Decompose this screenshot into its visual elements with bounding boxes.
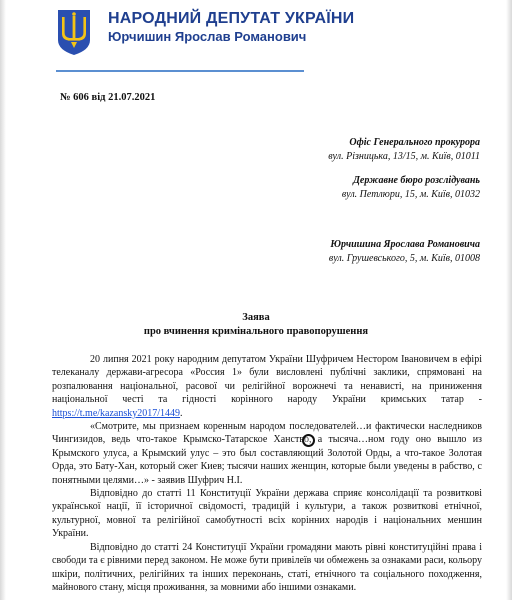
paragraph [52, 353, 482, 420]
document-number: № 606 від 21.07.2021 [60, 92, 156, 103]
paragraph: Відповідно до статті 11 Конституції України держава сприяє консолідації та розвиткові української нації, її історичної свідомості, традицій і культури, а також розвиткові етнічної, культурної, мовної та релігійної самобутності всіх корінних народів і національних меншин України. [52, 488, 482, 540]
recipient-name: Державне бюро розслідувань [353, 175, 480, 186]
quote-paragraph: «Смотрите, мы признаем коренным народом последователей…и фактически наследников Чингизидов, ведь что-такое Крымско-Татарское Ханство, а тысяча…ном году оно вышло из Крымского улуса, а Крымский улус – это был составляющий Золотой Орды, а что-такое Золотая Орда, это Бату-Хан, который сжег Киев; тысячи наших женщин, которые были уведены в рабство, с понятными целями…» - заявив Шуфрич Н.І. [52, 421, 482, 486]
mouse-cursor-icon [302, 434, 315, 447]
header-divider [56, 70, 304, 72]
page-shadow-right [506, 0, 512, 600]
sender-address: вул. Грушевського, 5, м. Київ, 01008 [328, 253, 480, 264]
recipient-address: вул. Петлюри, 15, м. Київ, 01032 [341, 189, 480, 200]
paragraph: Відповідно до статті 24 Конституції України громадяни мають рівні конституційні права і свободи та є рівними перед законом. Не може бути привілеїв чи обмежень за ознаками раси, кольору шкіри, політичних, релігійних та інших переконань, статі, етнічного та соціального походження, майнового стану, місця проживання, за мовними або іншими ознаками. [52, 541, 482, 593]
title-line: Заява [242, 312, 270, 323]
recipient-name: Офіс Генерального прокурора [349, 137, 480, 148]
recipient-address: вул. Різницька, 13/15, м. Київ, 01011 [328, 151, 480, 162]
page-shadow-left [0, 0, 6, 600]
paragraph-text: 20 липня 2021 року народним депутатом України Шуфричем Нестором Івановичем в ефірі телеканалу держави-агресора «Россия 1» були висловлені публічні заклики, спрямовані на розпалювання національної, расової чи релігійної ворожнечі та ненависті, на приниження національної честі та гідності корінного народу України кримських татар - [52, 354, 482, 406]
header-deputy-name: Юрчишин Ярослав Романович [108, 29, 307, 44]
title-subject: про вчинення кримінального правопорушення [143, 326, 369, 337]
recipient-block [342, 174, 480, 202]
paragraph-text: . [180, 407, 183, 419]
document-body [52, 353, 482, 594]
trident-emblem-icon [56, 8, 92, 56]
sender-block [329, 238, 480, 266]
document-title [0, 311, 512, 339]
sender-name: Юрчишина Ярослава Романовича [330, 239, 480, 250]
telegram-link[interactable]: https://t.me/kazansky2017/1449 [52, 407, 181, 419]
header-title: НАРОДНИЙ ДЕПУТАТ УКРАЇНИ [108, 10, 355, 27]
recipient-block [328, 136, 480, 164]
